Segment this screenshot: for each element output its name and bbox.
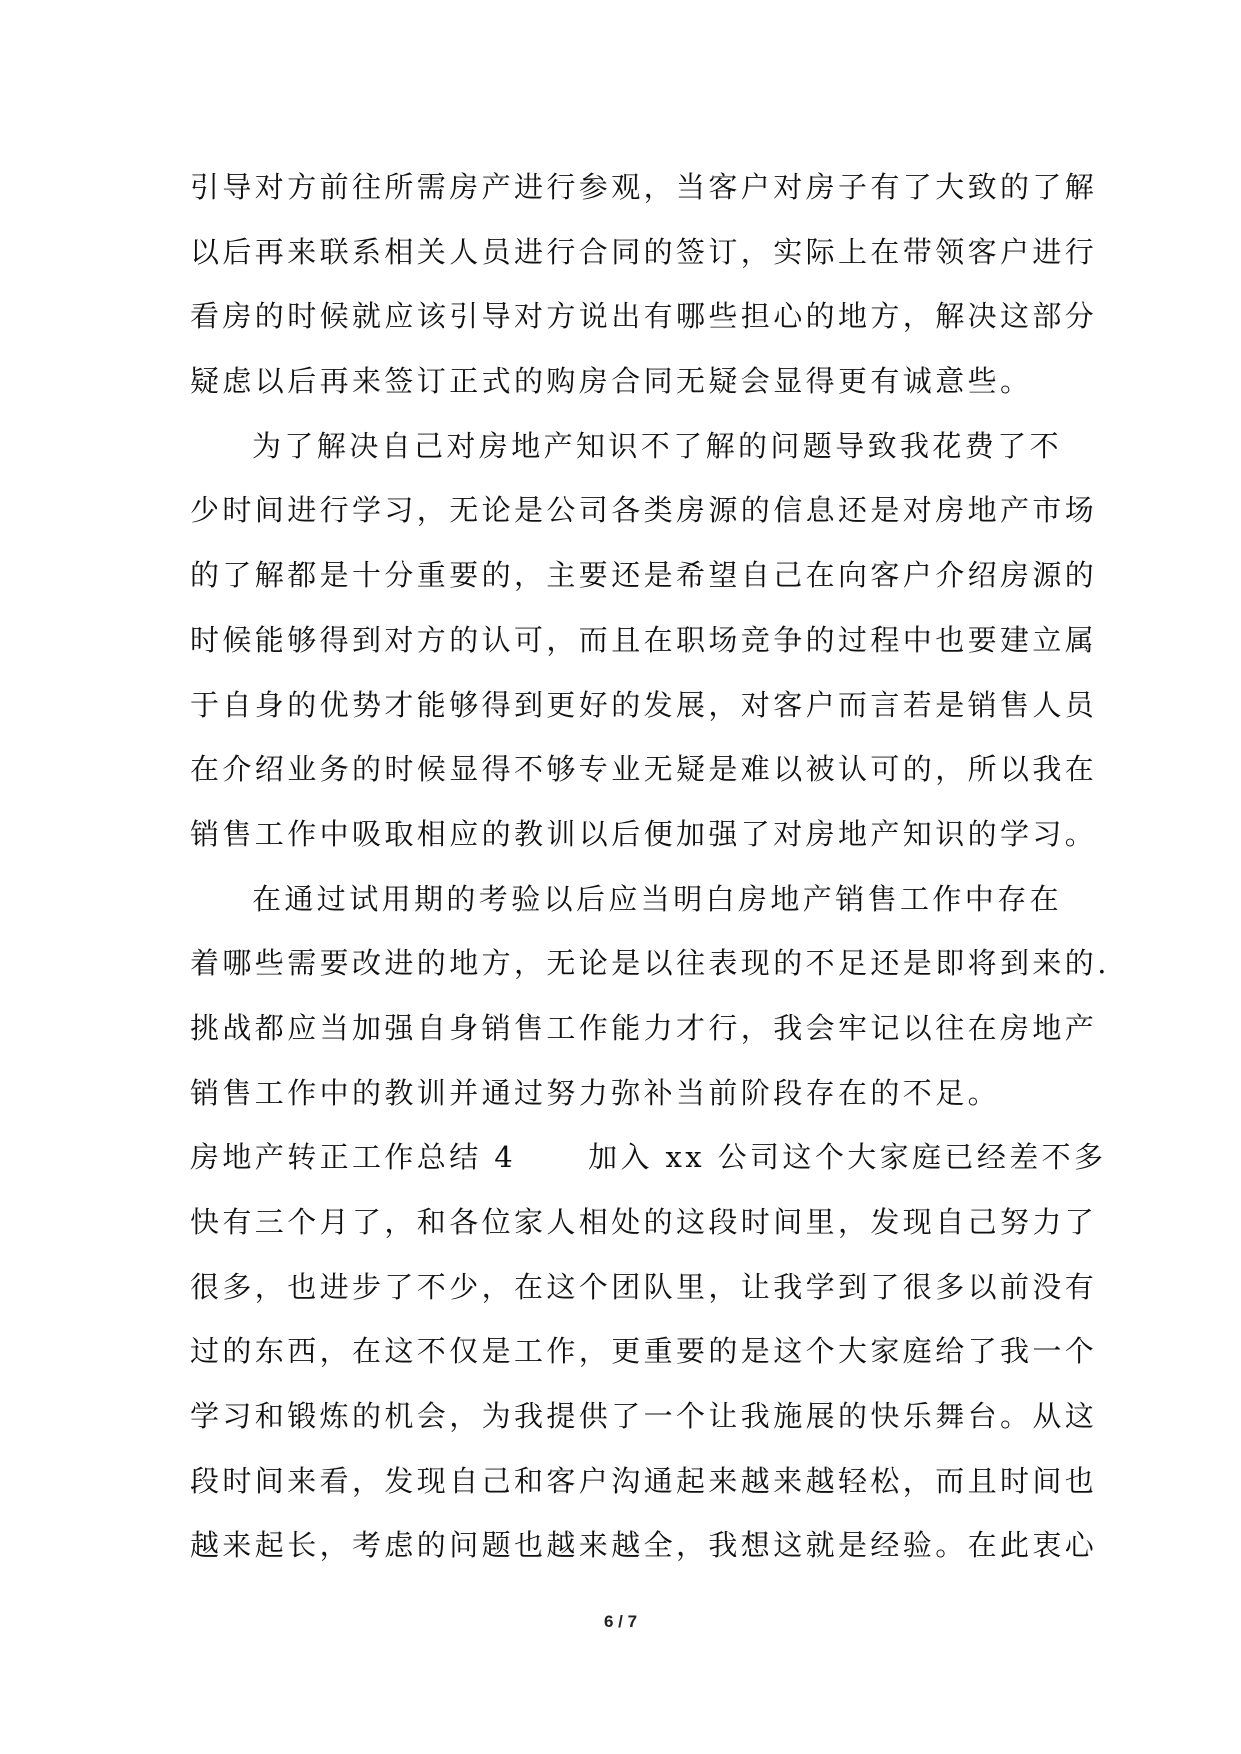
text-line: 的了解都是十分重要的，主要还是希望自己在向客户介绍房源的 xyxy=(190,558,1098,593)
section-heading-title: 房地产转正工作总结 4 xyxy=(190,1140,517,1175)
text-line: 时候能够得到对方的认可，而且在职场竞争的过程中也要建立属 xyxy=(190,622,1098,657)
text-line: 挑战都应当加强自身销售工作能力才行，我会牢记以往在房地产 xyxy=(190,1010,1098,1045)
text-line: 引导对方前往所需房产进行参观，当客户对房子有了大致的了解 xyxy=(190,170,1098,204)
paragraph-first-line: 为了解决自己对房地产知识不了解的问题导致我花费了不 xyxy=(252,428,1063,463)
section-heading-line xyxy=(190,1125,1107,1190)
text-line: 疑虑以后再来签订正式的购房合同无疑会显得更有诚意些。 xyxy=(190,364,1033,399)
text-line: 过的东西，在这不仅是工作，更重要的是这个大家庭给了我一个 xyxy=(190,1334,1098,1369)
text-line: 以后再来联系相关人员进行合同的签订，实际上在带领客户进行 xyxy=(190,234,1098,269)
text-line: 少时间进行学习，无论是公司各类房源的信息还是对房地产市场 xyxy=(190,493,1098,528)
text-line: 销售工作中吸取相应的教训以后便加强了对房地产知识的学习。 xyxy=(190,816,1098,851)
page-number: 6 / 7 xyxy=(603,1612,638,1631)
text-line: 看房的时候就应该引导对方说出有哪些担心的地方，解决这部分 xyxy=(190,299,1098,334)
text-line: 在介绍业务的时候显得不够专业无疑是难以被认可的，所以我在 xyxy=(190,752,1098,787)
text-line: 学习和锻炼的机会，为我提供了一个让我施展的快乐舞台。从这 xyxy=(190,1399,1098,1434)
paragraph-first-line: 在通过试用期的考验以后应当明白房地产销售工作中存在 xyxy=(252,881,1063,916)
text-line: 越来起长，考虑的问题也越来越全，我想这就是经验。在此衷心 xyxy=(190,1528,1098,1563)
document-body xyxy=(190,155,1110,1578)
section-heading-text: 加入 xx 公司这个大家庭已经差不多 xyxy=(588,1140,1107,1175)
text-line: 很多，也进步了不少，在这个团队里，让我学到了很多以前没有 xyxy=(190,1269,1098,1304)
text-line: 快有三个月了，和各位家人相处的这段时间里，发现自己努力了 xyxy=(190,1205,1098,1239)
text-line: 着哪些需要改进的地方，无论是以往表现的不足还是即将到来的. xyxy=(190,946,1110,981)
text-line: 段时间来看，发现自己和客户沟通起来越来越轻松，而且时间也 xyxy=(190,1463,1098,1498)
text-line: 于自身的优势才能够得到更好的发展，对客户而言若是销售人员 xyxy=(190,687,1098,722)
text-line: 销售工作中的教训并通过努力弥补当前阶段存在的不足。 xyxy=(190,1075,1001,1110)
